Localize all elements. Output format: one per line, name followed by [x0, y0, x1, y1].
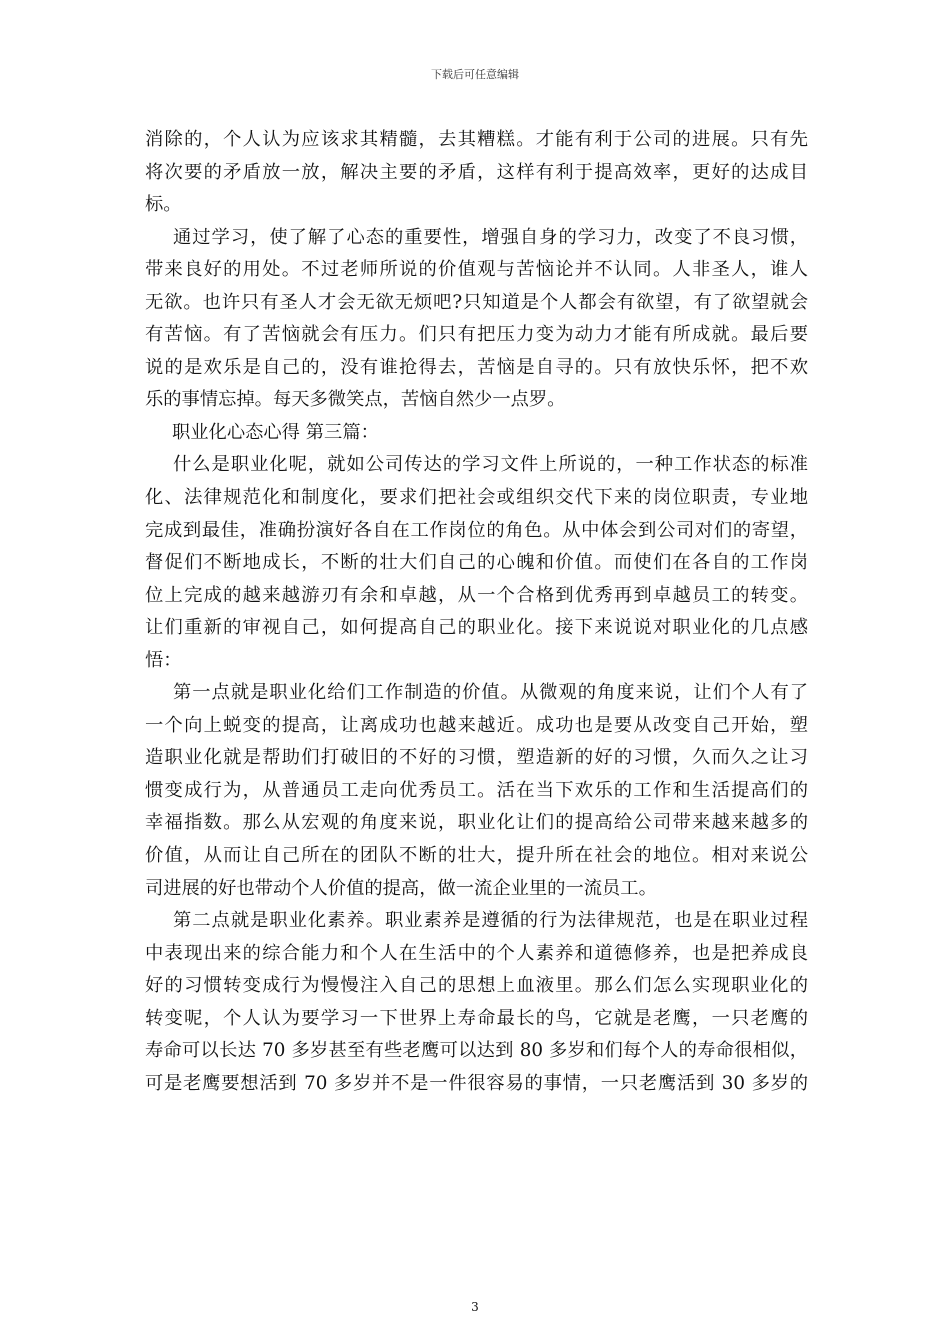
text-line: 悟： — [145, 649, 182, 671]
text-line: 让们重新的审视自己，如何提高自己的职业化。接下来说说对职业化的几点感 — [145, 617, 808, 639]
text-line: 什么是职业化呢，就如公司传达的学习文件上所说的，一种工作状态的标准 — [173, 454, 808, 476]
text-line: 惯变成行为，从普通员工走向优秀员工。活在当下欢乐的工作和生活提高们的 — [145, 779, 808, 801]
text-line: 消除的，个人认为应该求其精髓，去其糟糕。才能有利于公司的进展。只有先 — [145, 129, 808, 150]
text-line: 完成到最佳，准确扮演好各自在工作岗位的角色。从中体会到公司对们的寄望， — [145, 519, 808, 541]
text-line: 第一点就是职业化给们工作制造的价值。从微观的角度来说，让们个人有了 — [173, 682, 808, 704]
text-line: 通过学习，使了解了心态的重要性，增强自身的学习力，改变了不良习惯， — [173, 226, 808, 248]
text-line: 第二点就是职业化素养。职业素养是遵循的行为法律规范，也是在职业过程 — [173, 910, 808, 932]
text-line: 幸福指数。那么从宏观的角度来说，职业化让们的提高给公司带来越来越多的 — [145, 812, 808, 834]
text-line: 乐的事情忘掉。每天多微笑点，苦恼自然少一点罗。 — [145, 389, 566, 411]
page-number: 3 — [471, 1300, 479, 1314]
text-line: 位上完成的越来越游刃有余和卓越，从一个合格到优秀再到卓越员工的转变。 — [145, 584, 808, 606]
section-heading: 职业化心态心得 第三篇： — [172, 421, 379, 443]
text-line: 有苦恼。有了苦恼就会有压力。们只有把压力变为动力才能有所成就。最后要 — [145, 324, 808, 346]
text-line: 价值，从而让自己所在的团队不断的壮大，提升所在社会的地位。相对来说公 — [145, 845, 808, 867]
text-line: 一个向上蜕变的提高，让离成功也越来越近。成功也是要从改变自己开始，塑 — [145, 714, 808, 736]
text-line: 无欲。也许只有圣人才会无欲无烦吧?只知道是个人都会有欲望，有了欲望就会 — [145, 291, 808, 313]
text-line: 中表现出来的综合能力和个人在生活中的个人素养和道德修养，也是把养成良 — [145, 942, 808, 964]
text-line: 司进展的好也带动个人价值的提高，做一流企业里的一流员工。 — [145, 877, 657, 899]
text-line: 说的是欢乐是自己的，没有谁抢得去，苦恼是自寻的。只有放快乐怀，把不欢 — [145, 356, 808, 378]
text-line: 好的习惯转变成行为慢慢注入自己的思想上血液里。那么们怎么实现职业化的 — [145, 975, 808, 997]
body-text — [145, 124, 808, 1100]
text-line: 化、法律规范化和制度化，要求们把社会或组织交代下来的岗位职责，专业地 — [145, 487, 808, 509]
text-line: 标。 — [145, 194, 182, 216]
text-line: 将次要的矛盾放一放，解决主要的矛盾，这样有利于提高效率，更好的达成目 — [145, 161, 808, 183]
text-line: 造职业化就是帮助们打破旧的不好的习惯，塑造新的好的习惯，久而久之让习 — [145, 747, 808, 769]
text-line: 转变呢，个人认为要学习一下世界上寿命最长的鸟，它就是老鹰，一只老鹰的 — [145, 1007, 808, 1029]
text-line: 带来良好的用处。不过老师所说的价值观与苦恼论并不认同。人非圣人，谁人 — [145, 259, 808, 281]
text-line: 寿命可以长达 70 多岁甚至有些老鹰可以达到 80 多岁和们每个人的寿命很相似， — [145, 1040, 808, 1062]
text-line: 可是老鹰要想活到 70 多岁并不是一件很容易的事情，一只老鹰活到 30 多岁的 — [145, 1072, 808, 1094]
text-line: 督促们不断地成长，不断的壮大们自己的心魄和价值。而使们在各自的工作岗 — [145, 552, 808, 574]
page-header: 下载后可任意编辑 — [431, 68, 519, 81]
